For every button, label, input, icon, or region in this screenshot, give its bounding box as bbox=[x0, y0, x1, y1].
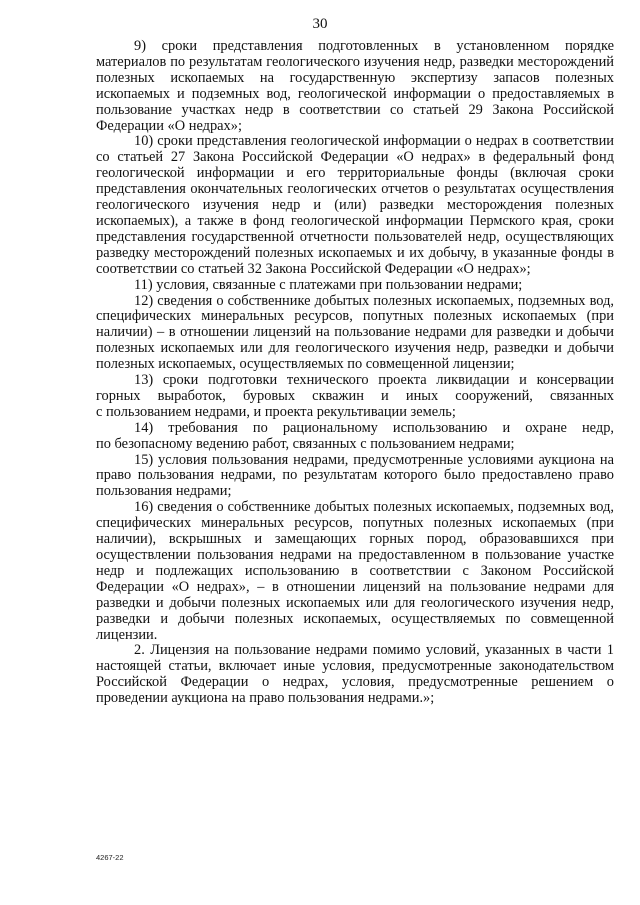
paragraph-item-12: 12) сведения о собственнике добытых полезных ископаемых, подземных вод, специфических минеральных ресурсов, попутных полезных ископаемых (при наличии) – в отношении лицензий на пользование недрами для разведки и добычи полезных ископаемых или для геологического изучения недр, разведки и добычи полезных ископаемых, осуществляемых по совмещенной лицензии; bbox=[96, 292, 614, 373]
paragraph-item-9: 9) сроки представления подготовленных в установленном порядке материалов по результатам геологического изучения недр, разведки месторождений полезных ископаемых на государственную экспертизу запасов полезных ископаемых и подземных вод, геологической информации о предоставляемых в пользование участках недр в соответствии со статьей 29 Закона Российской Федерации «О недрах»; bbox=[96, 38, 614, 134]
document-code: 4267-22 bbox=[96, 853, 124, 862]
paragraph-item-15: 15) условия пользования недрами, предусмотренные условиями аукциона на право пользования недрами, по результатам которого было предоставлено право пользования недрами; bbox=[96, 451, 614, 500]
paragraph-item-13: 13) сроки подготовки технического проекта ликвидации и консервации горных выработок, буровых скважин и иных сооружений, связанных с пользованием недрами, и проекта рекультивации земель; bbox=[96, 372, 614, 420]
document-body bbox=[96, 39, 614, 707]
paragraph-item-16: 16) сведения о собственнике добытых полезных ископаемых, подземных вод, специфических минеральных ресурсов, попутных полезных ископаемых (при наличии), вскрышных и замещающих горных пород, образовавшихся при осуществлении пользования недрами на предоставленном в пользование участке недр и подлежащих использованию в соответствии с Законом Российской Федерации «О недрах», – в отношении лицензий на пользование недрами для разведки и добычи полезных ископаемых или для геологического изучения недр, разведки и добычи полезных ископаемых, осуществляемых по совмещенной лицензии. bbox=[96, 499, 614, 643]
paragraph-part-2: 2. Лицензия на пользование недрами помимо условий, указанных в части 1 настоящей статьи, включает иные условия, предусмотренные законодательством Российской Федерации о недрах, условия, предусмотренные решением о проведении аукциона на право пользования недрами.»; bbox=[96, 642, 614, 707]
paragraph-item-11: 11) условия, связанные с платежами при пользовании недрами; bbox=[134, 276, 523, 293]
paragraph-item-14: 14) требования по рациональному использованию и охране недр, по безопасному ведению работ, связанных с пользованием недрами; bbox=[96, 419, 614, 452]
page-number: 30 bbox=[312, 16, 328, 32]
paragraph-item-10: 10) сроки представления геологической информации о недрах в соответствии со статьей 27 Закона Российской Федерации «О недрах» в федеральный фонд геологической информации и его территориальные фонды (включая сроки представления окончательных геологических отчетов о результатах осуществления геологического изучения недр и (или) разведки месторождения полезных ископаемых), а также в фонд геологической информации Пермского края, сроки представления государственной отчетности пользователей недр, осуществляющих разведку месторождений полезных ископаемых и их добычу, в указанные фонды в соответствии со статьей 32 Закона Российской Федерации «О недрах»; bbox=[96, 133, 614, 277]
